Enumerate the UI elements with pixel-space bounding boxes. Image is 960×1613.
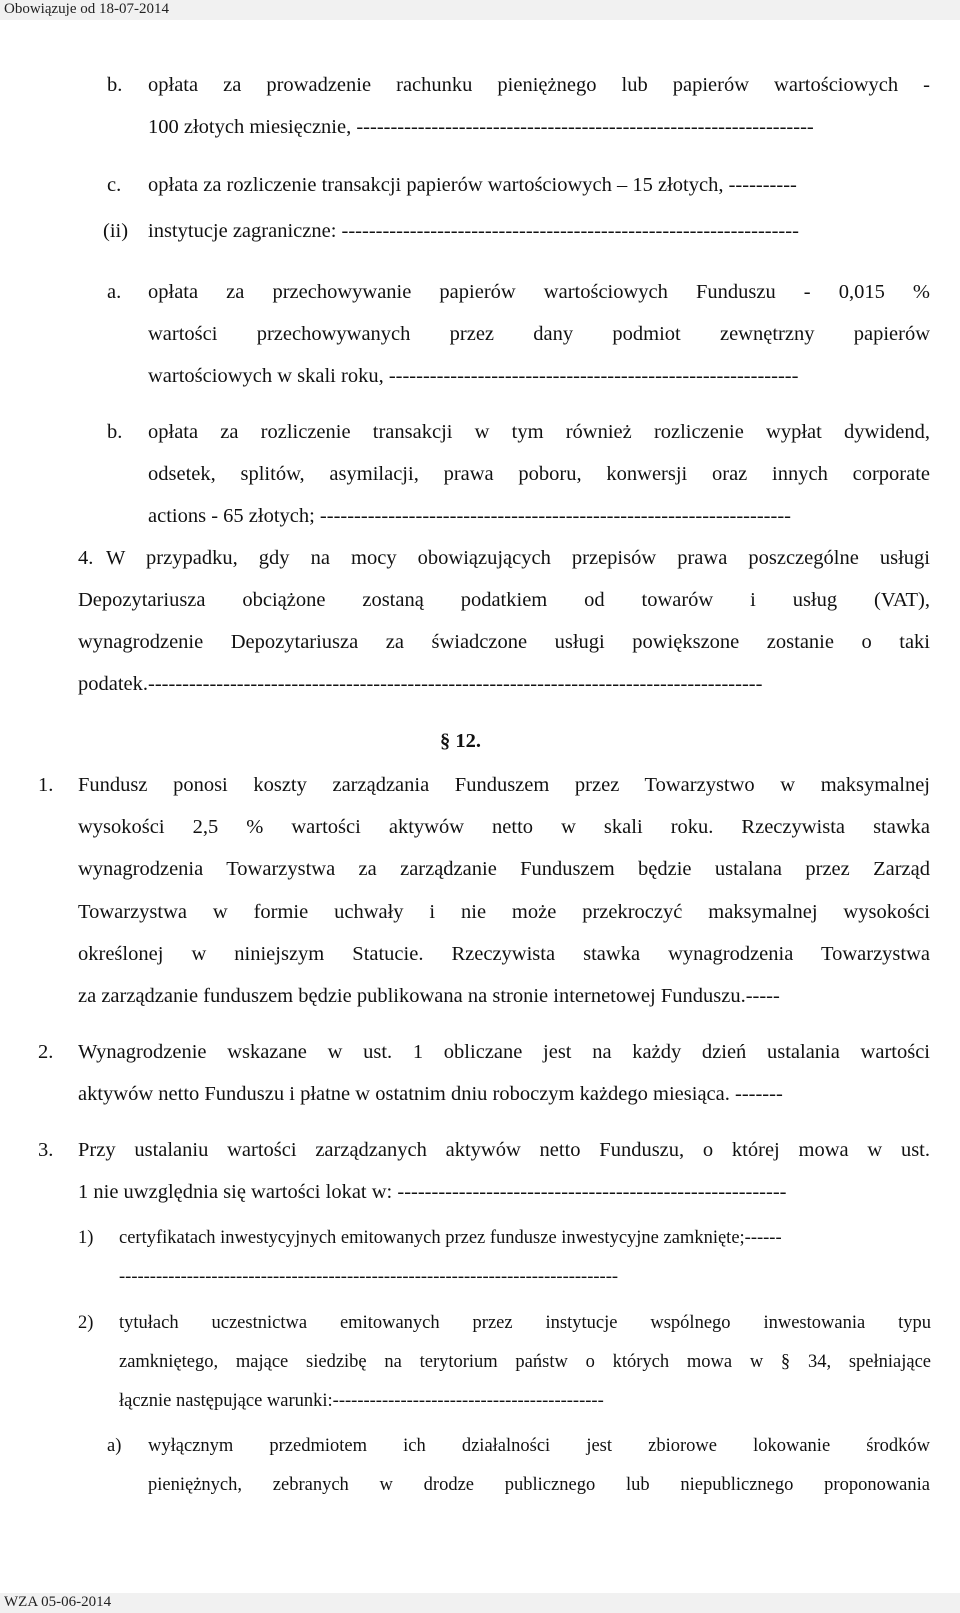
- text-line: actions - 65 złotych; ---------------------------------------------------------------------: [148, 505, 791, 527]
- paragraph-number-3: 3.: [38, 1139, 54, 1161]
- text-line: wysokości 2,5 % wartości aktywów netto w skali roku. Rzeczywista stawka: [78, 816, 930, 838]
- text-line: tytułach uczestnictwa emitowanych przez instytucje wspólnego inwestowania typu: [119, 1313, 931, 1333]
- text-line: za zarządzanie funduszem będzie publikowana na stronie internetowej Funduszu.-----: [78, 985, 780, 1007]
- text-line: Wynagrodzenie wskazane w ust. 1 obliczane jest na każdy dzień ustalania wartości: [78, 1041, 930, 1063]
- list-marker-2: 2): [78, 1313, 94, 1333]
- text-line: opłata za rozliczenie transakcji w tym również rozliczenie wypłat dywidend,: [148, 421, 930, 443]
- text-line: Fundusz ponosi koszty zarządzania Funduszem przez Towarzystwo w maksymalnej: [78, 774, 930, 796]
- list-marker-1: 1): [78, 1228, 94, 1248]
- text-line: certyfikatach inwestycyjnych emitowanych przez fundusze inwestycyjne zamknięte;------: [119, 1228, 782, 1248]
- text-line: wynagrodzenia Towarzystwa za zarządzanie Funduszem będzie ustalana przez Zarząd: [78, 858, 930, 880]
- text-line: wartości przechowywanych przez dany podmiot zewnętrzny papierów: [148, 323, 930, 345]
- text-line: opłata za rozliczenie transakcji papierów wartościowych – 15 złotych, ----------: [148, 174, 797, 196]
- text-line: podatek.------------------------------------------------------------------------------------------: [78, 673, 763, 695]
- text-line: odsetek, splitów, asymilacji, prawa poboru, konwersji oraz innych corporate: [148, 463, 930, 485]
- text-line: W przypadku, gdy na mocy obowiązujących przepisów prawa poszczególne usługi: [106, 547, 930, 569]
- text-line: zamkniętego, mające siedzibę na terytorium państw o których mowa w § 34, spełniające: [119, 1352, 931, 1372]
- text-line: Towarzystwa w formie uchwały i nie może przekroczyć maksymalnej wysokości: [78, 901, 930, 923]
- paragraph-number-1: 1.: [38, 774, 54, 796]
- text-line: ---------------------------------------------------------------------------------: [119, 1267, 619, 1287]
- text-line: pieniężnych, zebranych w drodze publicznego lub niepublicznego proponowania: [148, 1475, 930, 1495]
- text-line: wynagrodzenie Depozytariusza za świadczone usługi powiększone zostanie o taki: [78, 631, 930, 653]
- text-line: łącznie następujące warunki:--------------------------------------------: [119, 1391, 604, 1411]
- paragraph-number-4: 4.: [78, 547, 94, 569]
- text-line: aktywów netto Funduszu i płatne w ostatnim dniu roboczym każdego miesiąca. -------: [78, 1083, 783, 1105]
- item-marker-ii: (ii): [103, 220, 129, 242]
- section-heading: § 12.: [440, 730, 481, 752]
- text-line: 1 nie uwzględnia się wartości lokat w: ---------------------------------------------------------: [78, 1181, 787, 1203]
- text-line: opłata za prowadzenie rachunku pieniężnego lub papierów wartościowych -: [148, 74, 930, 96]
- footer-bar: [0, 1593, 960, 1613]
- page-header-validity: Obowiązuje od 18-07-2014: [4, 1, 169, 17]
- paragraph-number-2: 2.: [38, 1041, 54, 1063]
- text-line: Depozytariusza obciążone zostaną podatkiem od towarów i usług (VAT),: [78, 589, 930, 611]
- text-line: opłata za przechowywanie papierów wartościowych Funduszu - 0,015 %: [148, 281, 930, 303]
- item-marker-a: a.: [107, 281, 122, 303]
- text-line: 100 złotych miesięcznie, -------------------------------------------------------------------: [148, 116, 814, 138]
- list-marker-a: a): [107, 1436, 122, 1456]
- item-marker-b: b.: [107, 74, 123, 96]
- item-marker-c: c.: [107, 174, 122, 196]
- text-line: wartościowych w skali roku, ------------------------------------------------------------: [148, 365, 799, 387]
- text-line: określonej w niniejszym Statucie. Rzeczywista stawka wynagrodzenia Towarzystwa: [78, 943, 930, 965]
- page-footer-date: WZA 05-06-2014: [4, 1594, 112, 1610]
- item-marker-b: b.: [107, 421, 123, 443]
- text-line: wyłącznym przedmiotem ich działalności jest zbiorowe lokowanie środków: [148, 1436, 930, 1456]
- text-line: Przy ustalaniu wartości zarządzanych aktywów netto Funduszu, o której mowa w ust.: [78, 1139, 930, 1161]
- text-line: instytucje zagraniczne: -------------------------------------------------------------------: [148, 220, 799, 242]
